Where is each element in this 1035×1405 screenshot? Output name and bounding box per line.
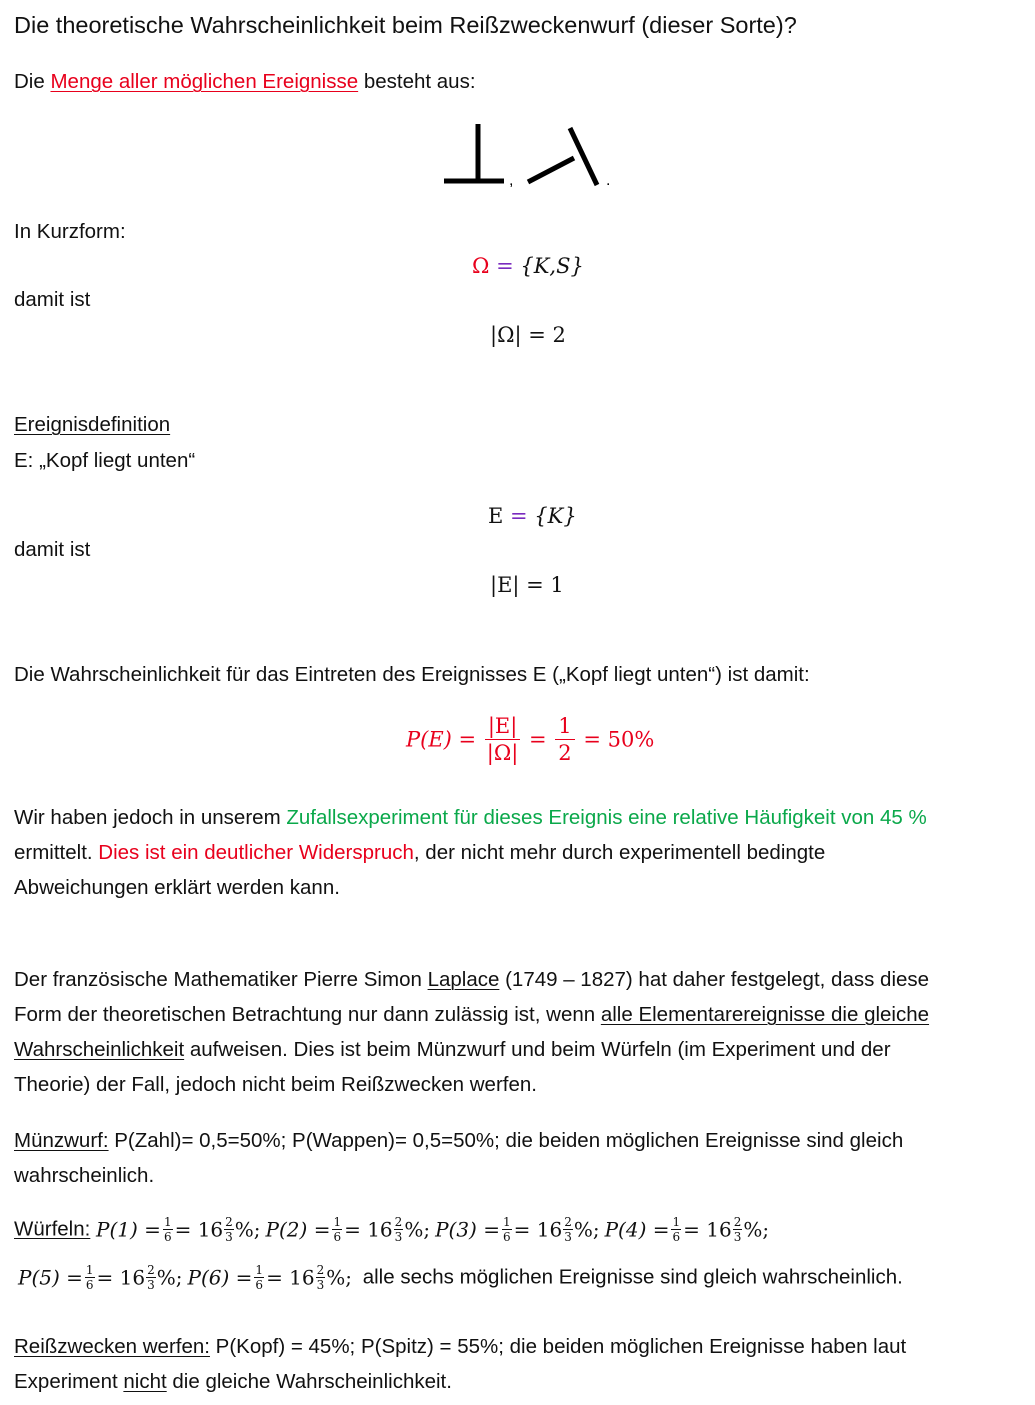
dice-term-eq: = 16 [96, 1265, 146, 1290]
reisszwecken-text2b: die gleiche Wahrscheinlichkeit. [166, 1370, 452, 1393]
dice-term-tail: %; [404, 1217, 431, 1242]
laplace-p3: Form der theoretischen Betrachtung nur dann zulässig ist, wenn [14, 1003, 601, 1026]
wuerfeln-line-2 [18, 1264, 903, 1291]
thumbtack-symbols [440, 118, 620, 193]
dice-term-eq: = 16 [683, 1217, 732, 1242]
dice-term-fnum: 2 [316, 1263, 325, 1277]
prob-formula [406, 716, 654, 764]
dice-term [18, 1263, 183, 1292]
contradiction-p4: Abweichungen erklärt werden kann. [14, 876, 340, 899]
dice-term-num: 1 [672, 1215, 681, 1229]
prob-num-1: |E| [485, 716, 520, 740]
page-title: Die theoretische Wahrscheinlichkeit beim Reißzweckenwurf (dieser Sorte)? [14, 12, 797, 38]
dice-term [265, 1215, 431, 1244]
event-text: E: „Kopf liegt unten“ [14, 449, 196, 472]
dice-term-fden: 3 [147, 1278, 155, 1292]
dice-term-mixed-fraction [316, 1264, 326, 1291]
intro-highlight: Menge aller möglichen Ereignisse [50, 70, 359, 93]
dice-term-prob: P(2) = [265, 1217, 331, 1242]
dice-term-fden: 3 [564, 1230, 572, 1244]
intro-suffix: besteht aus: [358, 70, 476, 93]
damit-ist-1: damit ist [14, 288, 91, 311]
dice-term-fnum: 2 [225, 1215, 233, 1229]
dice-term-prob: P(5) = [18, 1265, 83, 1290]
dice-term-eq: = 16 [513, 1217, 563, 1242]
laplace-paragraph [14, 962, 1029, 1102]
e-symbol: E [488, 504, 504, 528]
dice-term-num: 1 [333, 1215, 342, 1229]
dice-term-fnum: 2 [394, 1215, 403, 1229]
dice-term [187, 1263, 353, 1292]
contradiction-p3: , der nicht mehr durch experimentell bedingte [413, 841, 826, 864]
dice-term [435, 1215, 600, 1244]
dice-term [96, 1215, 261, 1244]
contradiction-red: Dies ist ein deutlicher Widerspruch [98, 841, 414, 864]
dice-term-fnum: 2 [733, 1215, 742, 1229]
omega-set: {K,S} [520, 254, 584, 278]
event-heading: Ereignisdefinition [14, 413, 171, 436]
laplace-p2: (1749 – 1827) hat daher festgelegt, dass diese [499, 968, 930, 991]
dice-term-fraction [85, 1264, 95, 1291]
symbol-separator: , [509, 172, 514, 189]
dice-term-fraction [332, 1216, 342, 1243]
dice-term-den: 6 [163, 1230, 172, 1244]
dice-term-tail: %; [326, 1265, 353, 1290]
muenzwurf-paragraph [14, 1123, 1029, 1193]
damit-ist-2: damit ist [14, 538, 91, 561]
dice-term-den: 6 [255, 1278, 264, 1292]
prob-fraction-2 [555, 716, 574, 764]
laplace-name: Laplace [427, 968, 500, 991]
dice-term-tail: %; [156, 1265, 183, 1290]
muenzwurf-label: Münzwurf: [14, 1129, 109, 1152]
dice-term-prob: P(3) = [435, 1217, 500, 1242]
prob-eq: = [528, 727, 547, 752]
laplace-p5: Theorie) der Fall, jedoch nicht beim Reißzwecken werfen. [14, 1073, 537, 1096]
omega-eq: = [489, 254, 521, 278]
dice-term-num: 1 [502, 1215, 511, 1229]
prob-den-1: |Ω| [486, 741, 519, 765]
dice-term-fnum: 2 [564, 1215, 572, 1229]
dice-term-den: 6 [85, 1278, 94, 1292]
dice-term [604, 1215, 770, 1244]
dice-term-fraction [671, 1216, 681, 1243]
contradiction-p1: Wir haben jedoch in unserem [14, 806, 287, 829]
dice-term-fraction [502, 1216, 512, 1243]
dice-term-fden: 3 [394, 1230, 403, 1244]
dice-term-mixed-fraction [146, 1264, 156, 1291]
omega-definition [472, 256, 584, 277]
dice-term-fraction [163, 1216, 173, 1243]
dice-term-fnum: 2 [147, 1263, 155, 1277]
symbol-end: . [606, 172, 611, 189]
dice-term-tail: %; [743, 1217, 770, 1242]
e-set: {K} [534, 504, 577, 528]
omega-symbol: Ω [472, 254, 490, 278]
dice-term-fden: 3 [225, 1230, 233, 1244]
dice-term-den: 6 [502, 1230, 511, 1244]
dice-term-prob: P(4) = [604, 1217, 670, 1242]
dice-term-mixed-fraction [563, 1216, 573, 1243]
contradiction-p2: ermittelt. [14, 841, 99, 864]
dice-term-num: 1 [85, 1263, 94, 1277]
laplace-p1: Der französische Mathematiker Pierre Simon [14, 968, 428, 991]
kurzform-label: In Kurzform: [14, 220, 126, 243]
prob-intro: Die Wahrscheinlichkeit für das Eintreten des Ereignisses E („Kopf liegt unten“) ist damit: [14, 663, 810, 686]
dice-term-mixed-fraction [733, 1216, 743, 1243]
dice-term-fden: 3 [316, 1278, 325, 1292]
dice-term-mixed-fraction [224, 1216, 234, 1243]
thumbtack-tilted-icon [528, 128, 597, 185]
reisszwecken-text2a: Experiment [14, 1370, 124, 1393]
wuerfeln-tail: alle sechs möglichen Ereignisse sind gleich wahrscheinlich. [357, 1265, 903, 1289]
dice-term-fden: 3 [733, 1230, 742, 1244]
contradiction-green: Zufallsexperiment für dieses Ereignis eine relative Häufigkeit von 45 % [286, 806, 927, 829]
prob-fraction-1 [485, 716, 520, 764]
laplace-u1: alle Elementarereignisse die gleiche [600, 1003, 930, 1026]
dice-term-eq: = 16 [266, 1265, 315, 1290]
wuerfeln-line-1 [14, 1216, 774, 1243]
reisszwecken-text1: P(Kopf) = 45%; P(Spitz) = 55%; die beiden möglichen Ereignisse haben laut [209, 1335, 907, 1358]
contradiction-paragraph [14, 800, 1029, 905]
dice-term-num: 1 [163, 1215, 172, 1229]
omega-cardinality: |Ω| = 2 [490, 323, 566, 347]
dice-term-tail: %; [234, 1217, 261, 1242]
e-eq: = [503, 504, 535, 528]
thumbtack-head-down-icon [444, 124, 504, 181]
prob-lhs: P(E) = [406, 727, 477, 752]
laplace-u2: Wahrscheinlichkeit [14, 1038, 185, 1061]
prob-den-2: 2 [558, 741, 572, 765]
dice-term-mixed-fraction [394, 1216, 404, 1243]
muenzwurf-text2: wahrscheinlich. [14, 1164, 155, 1187]
muenzwurf-text1: P(Zahl)= 0,5=50%; P(Wappen)= 0,5=50%; die beiden möglichen Ereignisse sind gleich [108, 1129, 904, 1152]
reisszwecken-paragraph [14, 1329, 1029, 1399]
e-cardinality: |E| = 1 [490, 573, 564, 597]
intro-prefix: Die [14, 70, 51, 93]
dice-term-eq: = 16 [344, 1217, 393, 1242]
dice-term-prob: P(6) = [187, 1265, 253, 1290]
reisszwecken-nicht: nicht [123, 1370, 167, 1393]
wuerfeln-label: Würfeln: [14, 1217, 91, 1241]
dice-term-den: 6 [672, 1230, 681, 1244]
dice-term-fraction [254, 1264, 264, 1291]
intro-line [14, 72, 476, 93]
laplace-p4: aufweisen. Dies ist beim Münzwurf und beim Würfeln (im Experiment und der [184, 1038, 891, 1061]
dice-term-tail: %; [573, 1217, 600, 1242]
dice-term-num: 1 [255, 1263, 264, 1277]
dice-term-eq: = 16 [174, 1217, 224, 1242]
prob-result: = 50% [583, 727, 655, 752]
prob-num-2: 1 [555, 716, 574, 740]
dice-term-den: 6 [333, 1230, 342, 1244]
e-definition [488, 506, 577, 527]
reisszwecken-label: Reißzwecken werfen: [14, 1335, 210, 1358]
dice-term-prob: P(1) = [96, 1217, 161, 1242]
